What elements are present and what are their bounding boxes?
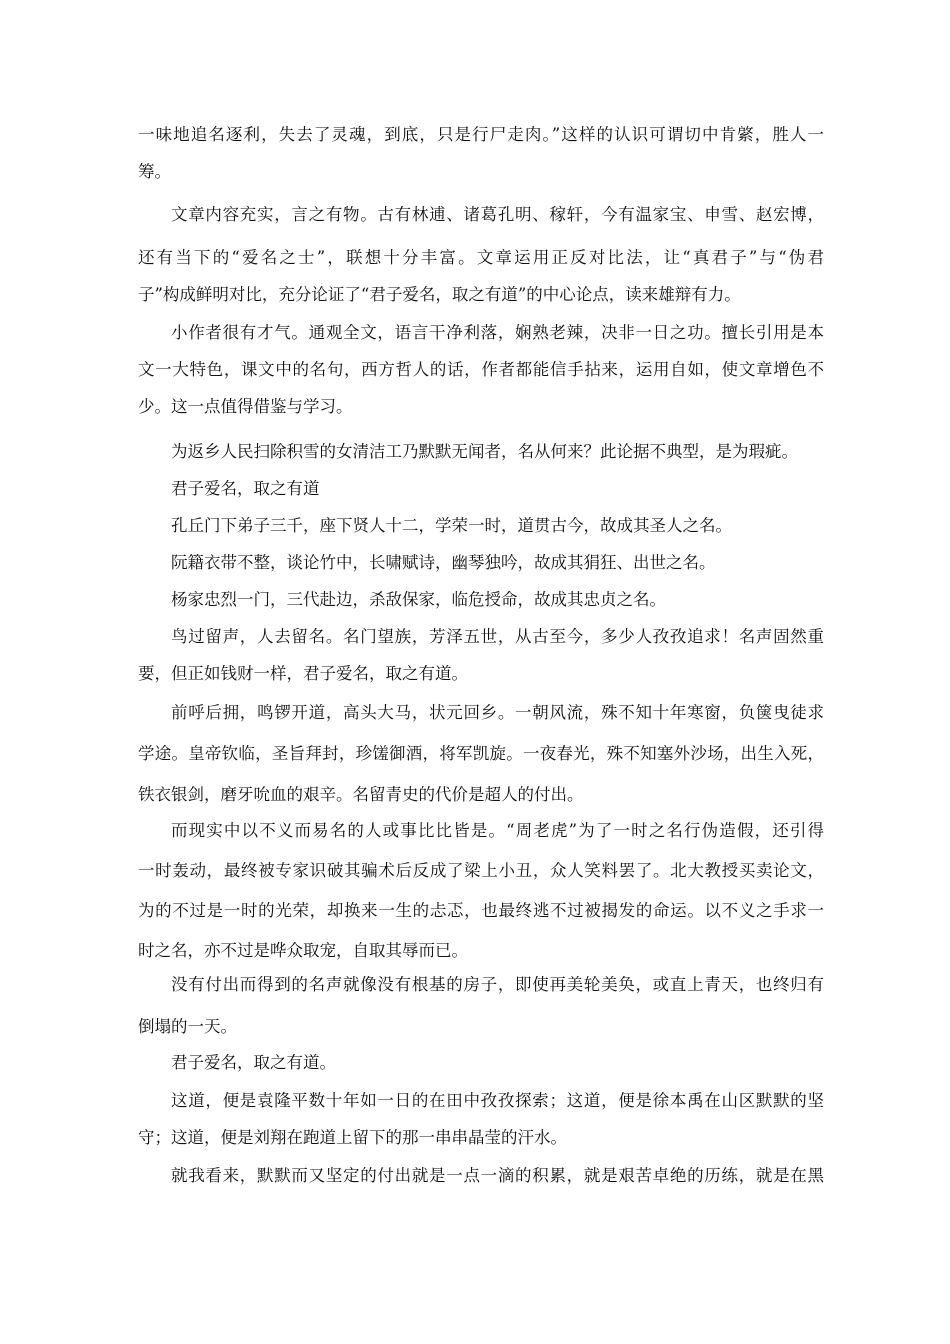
text-line: 君子爱名，取之有道 [171,479,320,498]
text-line: 铁衣银剑，磨牙吮血的艰辛。名留青史的代价是超人的付出。 [138,785,584,804]
text-line: 就我看来，默默而又坚定的付出就是一点一滴的积累，就是艰苦卓绝的历练，就是在黑 [171,1166,824,1185]
text-line: 孔丘门下弟子三千，座下贤人十二，学荣一时，道贯古今，故成其圣人之名。 [171,516,732,535]
text-line: 君子爱名，取之有道。 [171,1053,336,1072]
text-line: 杨家忠烈一门，三代赴边，杀敌保家，临危授命，故成其忠贞之名。 [171,590,666,609]
paragraph [138,1044,824,1081]
text-line: 一时轰动，最终被专家识破其骗术后反成了梁上小丑，众人笑料罢了。北大教授买卖论文， [138,861,824,880]
text-line: 文一大特色，课文中的名句，西方哲人的话，作者都能信手拈来，运用自如，使文章增色不 [138,360,824,379]
text-line: 要，但正如钱财一样，君子爱名，取之有道。 [138,664,468,683]
text-line: 子”构成鲜明对比，充分论证了“君子爱名，取之有道”的中心论点，读来雄辩有力。 [138,285,741,304]
text-line: 少。这一点值得借鉴与学习。 [138,397,353,416]
text-line: 筹。 [138,162,171,181]
text-line: 这道，便是袁隆平数十年如一日的在田中孜孜探索；这道，便是徐本禹在山区默默的坚 [171,1091,824,1110]
text-line: 小作者很有才气。通观全文，语言干净利落，娴熟老辣，决非一日之功。擅长引用是本 [171,323,824,342]
paragraph [138,433,824,470]
text-line: 而现实中以不义而易名的人或事比比皆是。“周老虎”为了一时之名行伪造假，还引得 [171,821,824,840]
paragraph [138,470,824,507]
paragraph [138,618,824,692]
text-line: 为返乡人民扫除积雪的女清洁工乃默默无闻者，名从何来？此论据不典型，是为瑕疵。 [171,442,798,461]
text-line: 鸟过留声，人去留名。名门望族，芳泽五世，从古至今，多少人孜孜追求！名声固然重 [171,627,824,646]
text-line: 还有当下的“爱名之士”，联想十分丰富。文章运用正反对比法，让“真君子”与“伪君 [138,248,824,267]
paragraph [138,1157,824,1194]
text-line: 守；这道，便是刘翔在跑道上留下的那一串串晶莹的汗水。 [138,1128,567,1147]
paragraph [138,116,824,190]
text-line: 没有付出而得到的名声就像没有根基的房子，即使再美轮美奂，或直上青天，也终归有 [171,975,824,994]
paragraph [138,964,824,1048]
paragraph [138,239,824,313]
text-line: 为的不过是一时的光荣，却换来一生的忐忑，也最终逃不过被揭发的命运。以不义之手求一 [138,901,824,920]
paragraph [138,692,824,815]
paragraph [138,1082,824,1156]
text-line: 倒塌的一天。 [138,1017,237,1036]
text-line: 时之名，亦不过是哗众取宠，自取其辱而已。 [138,941,468,960]
text-line: 文章内容充实，言之有物。古有林逋、诸葛孔明、稼轩，今有温家宝、申雪、赵宏博， [171,205,824,224]
text-line: 一味地追名逐利，失去了灵魂，到底，只是行尸走肉。”这样的认识可谓切中肯綮，胜人一 [138,125,824,144]
paragraph [138,544,824,581]
paragraph [138,314,824,425]
paragraph [138,507,824,544]
paragraph [138,811,824,971]
text-line: 阮籍衣带不整，谈论竹中，长啸赋诗，幽琴独吟，故成其狷狂、出世之名。 [171,553,716,572]
paragraph [138,196,824,233]
paragraph [138,581,824,618]
text-line: 前呼后拥，鸣锣开道，高头大马，状元回乡。一朝风流，殊不知十年寒窗，负箧曳徒求 [171,703,824,722]
text-line: 学途。皇帝钦临，圣旨拜封，珍馐御酒，将军凯旋。一夜春光，殊不知塞外沙场，出生入死， [138,744,824,763]
